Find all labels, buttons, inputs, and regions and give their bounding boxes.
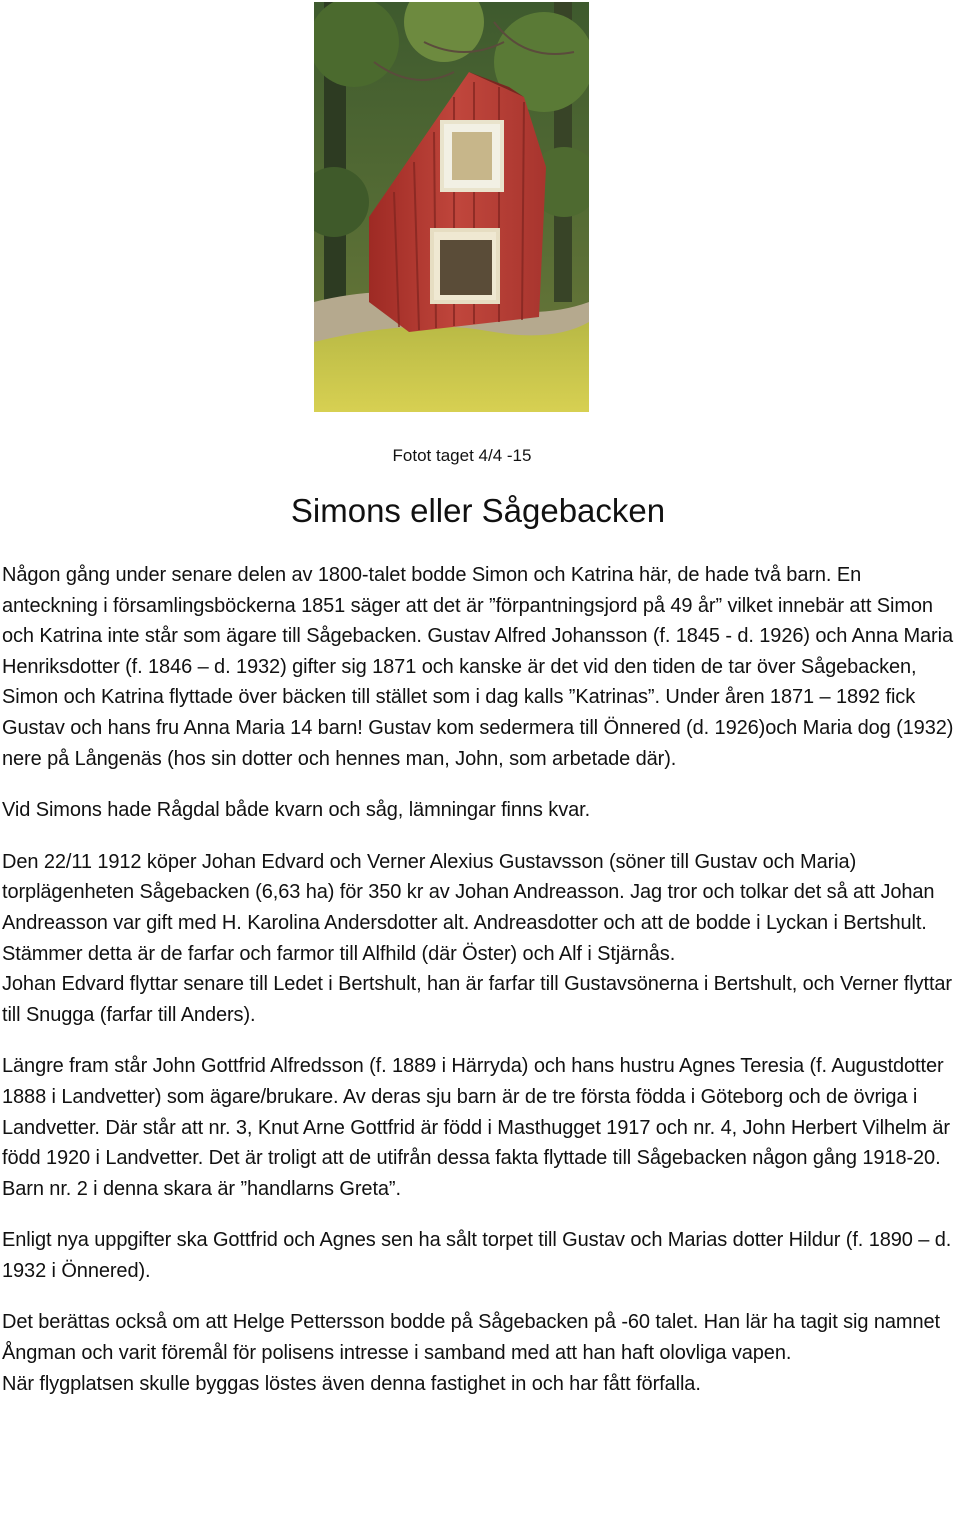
page-title: Simons eller Sågebacken — [290, 492, 666, 529]
paragraph: Någon gång under senare delen av 1800-talet bodde Simon och Katrina här, de hade två barn. En anteckning i församlingsböckerna 1851 säger att det är ”förpantningsjord på 49 år” vilket innebär att Simon och Katrina inte står som ägare till Sågebacken. Gustav Alfred Johansson (f. 1845 - d. 1926) och Anna Maria Henriksdotter (f. 1846 – d. 1932) gifter sig 1871 och kanske är det vid den tiden de tar över Sågebacken, Simon och Katrina flyttade över bäcken till stället som i dag kalls ”Katrinas”. Under åren 1871 – 1892 fick Gustav och hans fru Anna Maria 14 barn! Gustav kom sedermera till Önnered (d. 1926)och Maria dog (1932) nere på Långenäs (hos sin dotter och hennes man, John, som arbetade där). — [2, 564, 954, 770]
paragraph: Längre fram står John Gottfrid Alfredsson (f. 1889 i Härryda) och hans hustru Agnes Teresia (f. Augustdotter 1888 i Landvetter) som ägare/brukare. Av deras sju barn är de tre första födda i Göteborg och de övriga i Landvetter. Där står att nr. 3, Knut Arne Gottfrid är född i Masthugget 1917 och nr. 4, John Herbert Vilhelm är född 1920 i Landvetter. Det är troligt att de utifrån dessa fakta flyttade till Sågebacken någon gång 1918-20. Barn nr. 2 i denna skara är ”handlarns Greta”. — [2, 1055, 950, 1200]
document-body — [2, 560, 958, 1399]
paragraph: Vid Simons hade Rågdal både kvarn och såg, lämningar finns kvar. — [2, 799, 591, 822]
paragraph: När flygplatsen skulle byggas löstes även denna fastighet in och har fått förfalla. — [2, 1372, 701, 1395]
paragraph: Johan Edvard flyttar senare till Ledet i Bertshult, han är farfar till Gustavsönerna i Bertshult, och Verner flyttar till Snugga (farfar till Anders). — [2, 973, 952, 1026]
paragraph: Den 22/11 1912 köper Johan Edvard och Verner Alexius Gustavsson (söner till Gustav och Maria) torplägenheten Sågebacken (6,63 ha) för 350 kr av Johan Andreasson. Jag tror och tolkar det så att Johan Andreasson var gift med H. Karolina Andersdotter alt. Andreasdotter och att de bodde i Lyckan i Bertshult. Stämmer detta är de farfar och farmor till Alfhild (där Öster) och Alf i Stjärnås. — [2, 850, 935, 965]
paragraph: Enligt nya uppgifter ska Gottfrid och Agnes sen ha sålt torpet till Gustav och Marias dotter Hildur (f. 1890 – d. 1932 i Önnered). — [2, 1229, 952, 1282]
paragraph: Det berättas också om att Helge Pettersson bodde på Sågebacken på -60 talet. Han lär ha tagit sig namnet Ångman och varit föremål för polisens intresse i samband med att han haft olovliga vapen. — [2, 1311, 940, 1365]
photo-caption: Fotot taget 4/4 -15 — [392, 446, 532, 465]
red-barn-photo — [314, 2, 589, 412]
